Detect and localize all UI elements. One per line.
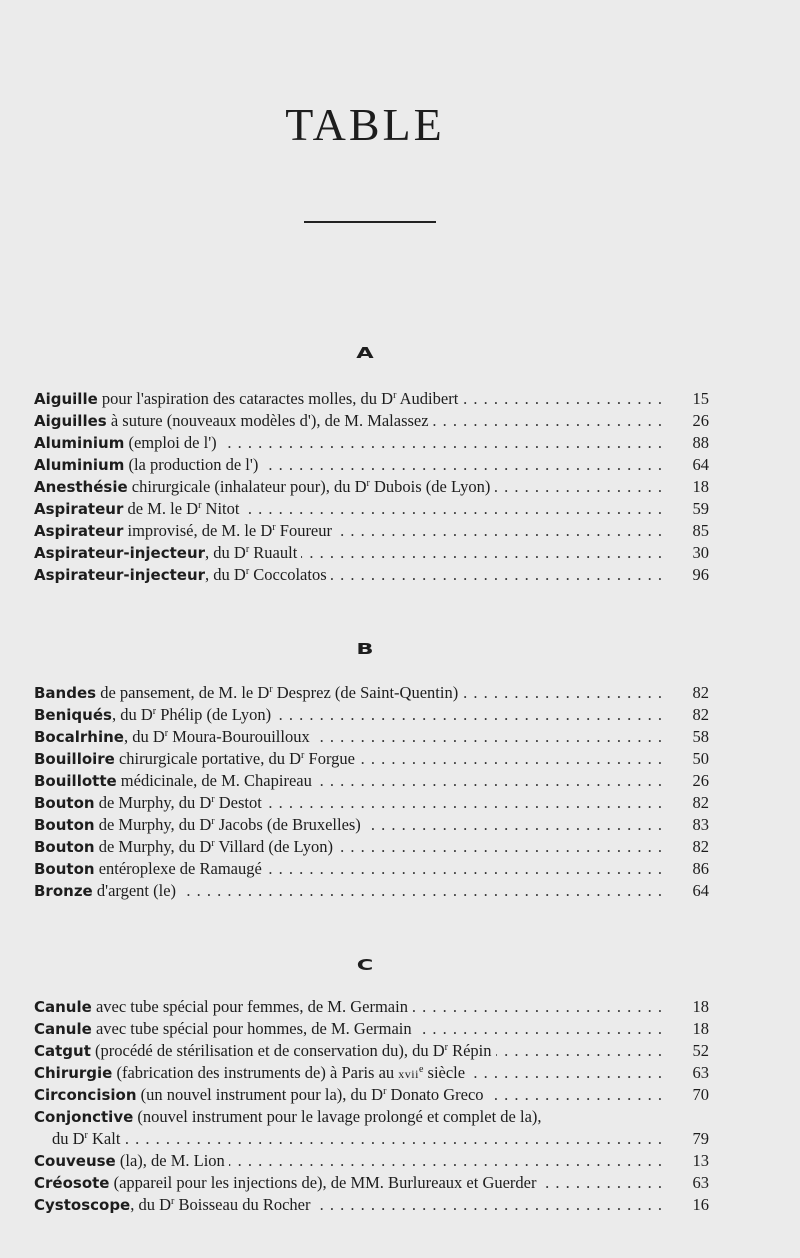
entry-page-number: 82: [669, 792, 709, 814]
entry-text: [34, 1019, 416, 1038]
entry-keyword: Bouilloire: [34, 750, 115, 768]
entry-keyword: Beniqués: [34, 706, 112, 724]
entry-keyword: Bouillotte: [34, 772, 117, 790]
entry-text: [34, 881, 180, 900]
entry-superscript: r: [152, 706, 157, 717]
entry-page-number: 82: [669, 704, 709, 726]
entry-superscript: r: [444, 1042, 448, 1053]
entry-text: [34, 1085, 488, 1104]
entry-text: [34, 389, 462, 408]
index-entry: [34, 498, 709, 520]
entry-author: Ruault: [249, 543, 298, 562]
entry-keyword: Canule: [34, 998, 92, 1016]
entry-page-number: 96: [669, 564, 709, 586]
entry-page-number: 13: [669, 1150, 709, 1172]
entry-century: xvii: [398, 1067, 419, 1081]
entry-text: [34, 1107, 546, 1126]
entry-description: avec tube spécial pour femmes, de M. Germain: [91, 997, 408, 1016]
index-entry: [34, 1040, 709, 1062]
section-letter-c: C: [356, 956, 374, 974]
entry-description: de Murphy, du D: [94, 793, 212, 812]
entry-description: , du D: [130, 1195, 172, 1214]
title-rule: [304, 221, 436, 223]
entry-text: [34, 997, 412, 1016]
index-entry: [34, 770, 709, 792]
entry-text: [34, 837, 337, 856]
entry-superscript: r: [383, 1086, 387, 1097]
index-entry: [34, 1062, 709, 1084]
page-title: TABLE: [285, 99, 445, 150]
entry-description: de Murphy, du D: [94, 837, 212, 856]
entry-text: [34, 521, 336, 540]
entry-keyword: Bouton: [34, 816, 95, 834]
index-entry: [34, 1018, 709, 1040]
entry-description: , du D: [205, 543, 246, 562]
entry-description: (fabrication des instruments de) à Paris au: [112, 1063, 399, 1082]
entry-text: [34, 815, 365, 834]
index-entry: [34, 880, 709, 902]
entry-author: Répin: [447, 1041, 492, 1060]
entry-author: Villard (de Lyon): [214, 837, 333, 856]
entry-keyword: Bocalrhine: [34, 728, 124, 746]
index-entry: [34, 1084, 709, 1106]
entry-description: chirurgicale portative, du D: [114, 749, 302, 768]
entry-superscript: r: [171, 1196, 175, 1207]
entry-description: chirurgicale (inhalateur pour), du D: [127, 477, 367, 496]
entry-page-number: 82: [669, 682, 709, 704]
entry-superscript: r: [84, 1130, 88, 1141]
entry-description: pour l'aspiration des cataractes molles, du D: [97, 389, 394, 408]
entry-text: [34, 727, 314, 746]
entry-text: [34, 433, 221, 452]
index-entry: [34, 388, 709, 410]
entry-description: (appareil pour les injections de), de MM. Burlureaux et Guerder: [109, 1173, 537, 1192]
entry-text: [52, 1129, 124, 1148]
entry-description-tail: siècle: [423, 1063, 466, 1082]
entry-description: (un nouvel instrument pour la), du D: [136, 1085, 384, 1104]
entry-superscript: r: [198, 500, 202, 511]
entry-keyword: Aluminium: [34, 456, 125, 474]
entry-page-number: 26: [669, 410, 709, 432]
index-entry: [34, 564, 709, 586]
entry-keyword: Aiguille: [34, 390, 98, 408]
entry-page-number: 83: [669, 814, 709, 836]
index-entry: [34, 1150, 709, 1172]
entry-page-number: 64: [669, 880, 709, 902]
entry-text: [34, 793, 266, 812]
entry-page-number: 59: [669, 498, 709, 520]
entry-text: [34, 1041, 496, 1060]
entry-page-number: 52: [669, 1040, 709, 1062]
entry-keyword: Bronze: [34, 882, 93, 900]
entry-author: Coccolatos: [249, 565, 327, 584]
entry-text: [34, 749, 359, 768]
entry-text: [34, 859, 266, 878]
entry-keyword: Créosote: [34, 1174, 110, 1192]
entry-author: Moura-Bourouilloux: [168, 727, 310, 746]
entry-description: (procédé de stérilisation et de conservation du), du D: [90, 1041, 445, 1060]
entry-author: Donato Greco: [386, 1085, 484, 1104]
entry-keyword: Bouton: [34, 838, 95, 856]
entry-superscript: e: [418, 1064, 424, 1075]
entry-page-number: 85: [669, 520, 709, 542]
entry-superscript: r: [211, 816, 215, 827]
entry-description: entéroplexe de Ramaugé: [94, 859, 262, 878]
entry-description: du D: [52, 1129, 85, 1148]
entry-keyword: Cystoscope: [34, 1196, 131, 1214]
entry-description: , du D: [111, 705, 153, 724]
index-entry: [34, 1172, 709, 1194]
section-c-entries: [34, 996, 709, 1216]
entry-page-number: 18: [669, 476, 709, 498]
entry-text: [34, 1195, 314, 1214]
entry-keyword: Bouton: [34, 860, 95, 878]
section-letter-b: B: [356, 640, 374, 658]
index-entry: [34, 682, 709, 704]
entry-author: Foureur: [275, 521, 333, 540]
index-entry: [34, 542, 709, 564]
entry-text: [34, 543, 301, 562]
entry-keyword: Canule: [34, 1020, 92, 1038]
entry-page-number: 18: [669, 1018, 709, 1040]
entry-text: [34, 1063, 469, 1082]
index-entry: [34, 410, 709, 432]
entry-description: avec tube spécial pour hommes, de M. Germain: [91, 1019, 412, 1038]
index-entry: [34, 836, 709, 858]
entry-text: [34, 1151, 229, 1170]
entry-keyword: Aluminium: [34, 434, 125, 452]
entry-keyword: Bandes: [34, 684, 97, 702]
index-entry: [34, 1106, 709, 1128]
entry-author: Phélip (de Lyon): [156, 705, 272, 724]
entry-description: (emploi de l'): [124, 433, 217, 452]
entry-page-number: 30: [669, 542, 709, 564]
entry-text: [34, 565, 331, 584]
entry-text: [34, 683, 462, 702]
entry-author: Boisseau du Rocher: [174, 1195, 311, 1214]
entry-text: [34, 411, 433, 430]
entry-superscript: r: [245, 566, 250, 577]
entry-page-number: 16: [669, 1194, 709, 1216]
entry-author: Forgue: [304, 749, 355, 768]
entry-keyword: Aiguilles: [34, 412, 107, 430]
entry-superscript: r: [245, 544, 250, 555]
section-letter-a: A: [356, 344, 374, 362]
entry-text: [34, 477, 494, 496]
index-entry: [34, 996, 709, 1018]
entry-keyword: Anesthésie: [34, 478, 128, 496]
entry-author: Kalt: [87, 1129, 121, 1148]
entry-superscript: r: [301, 750, 305, 761]
entry-description: d'argent (le): [92, 881, 177, 900]
entry-superscript: r: [269, 684, 273, 695]
entry-author: Desprez (de Saint-Quentin): [272, 683, 459, 702]
index-entry: [34, 432, 709, 454]
entry-text: [34, 1173, 541, 1192]
index-entry: [34, 792, 709, 814]
entry-page-number: 70: [669, 1084, 709, 1106]
entry-description: médicinale, de M. Chapireau: [116, 771, 312, 790]
index-entry: [34, 814, 709, 836]
index-entry: [34, 704, 709, 726]
index-entry: [34, 748, 709, 770]
entry-text: [34, 705, 275, 724]
entry-description: , du D: [123, 727, 165, 746]
entry-keyword: Aspirateur: [34, 522, 124, 540]
entry-superscript: r: [211, 838, 215, 849]
entry-text: [34, 771, 316, 790]
entry-description: à suture (nouveaux modèles d'), de M. Malassez: [106, 411, 429, 430]
entry-author: Nitot: [201, 499, 240, 518]
index-entry: [34, 454, 709, 476]
index-entry: [34, 476, 709, 498]
entry-description: de pansement, de M. le D: [96, 683, 270, 702]
entry-keyword: Circoncision: [34, 1086, 137, 1104]
entry-page-number: 79: [669, 1128, 709, 1150]
section-b-entries: [34, 682, 709, 902]
entry-description: de Murphy, du D: [94, 815, 212, 834]
entry-keyword: Aspirateur-injecteur: [34, 544, 206, 562]
section-a-entries: [34, 388, 709, 586]
entry-keyword: Bouton: [34, 794, 95, 812]
entry-keyword: Couveuse: [34, 1152, 116, 1170]
entry-superscript: r: [211, 794, 215, 805]
entry-author: Dubois (de Lyon): [369, 477, 491, 496]
entry-page-number: 15: [669, 388, 709, 410]
entry-page-number: 82: [669, 836, 709, 858]
entry-page-number: 50: [669, 748, 709, 770]
entry-description: (nouvel instrument pour le lavage prolongé et complet de la),: [133, 1107, 542, 1126]
entry-page-number: 64: [669, 454, 709, 476]
entry-description: improvisé, de M. le D: [123, 521, 273, 540]
entry-page-number: 18: [669, 996, 709, 1018]
entry-page-number: 63: [669, 1062, 709, 1084]
entry-description: , du D: [205, 565, 246, 584]
entry-page-number: 86: [669, 858, 709, 880]
entry-keyword: Aspirateur: [34, 500, 124, 518]
entry-keyword: Catgut: [34, 1042, 91, 1060]
entry-text: [34, 455, 262, 474]
entry-page-number: 63: [669, 1172, 709, 1194]
entry-superscript: r: [393, 390, 397, 401]
entry-description: (la), de M. Lion: [115, 1151, 225, 1170]
index-entry: [34, 520, 709, 542]
entry-superscript: r: [272, 522, 276, 533]
entry-keyword: Conjonctive: [34, 1108, 134, 1126]
entry-page-number: 58: [669, 726, 709, 748]
entry-author: Jacobs (de Bruxelles): [214, 815, 361, 834]
entry-description: (la production de l'): [124, 455, 259, 474]
index-entry: [34, 858, 709, 880]
entry-text: [34, 499, 243, 518]
entry-page-number: 26: [669, 770, 709, 792]
index-entry: [34, 726, 709, 748]
index-entry: [34, 1194, 709, 1216]
entry-author: Audibert: [396, 389, 459, 408]
entry-superscript: r: [366, 478, 370, 489]
entry-author: Destot: [214, 793, 262, 812]
entry-superscript: r: [164, 728, 169, 739]
entry-keyword: Chirurgie: [34, 1064, 113, 1082]
entry-keyword: Aspirateur-injecteur: [34, 566, 206, 584]
index-entry: [34, 1128, 709, 1150]
entry-description: de M. le D: [123, 499, 199, 518]
entry-page-number: 88: [669, 432, 709, 454]
